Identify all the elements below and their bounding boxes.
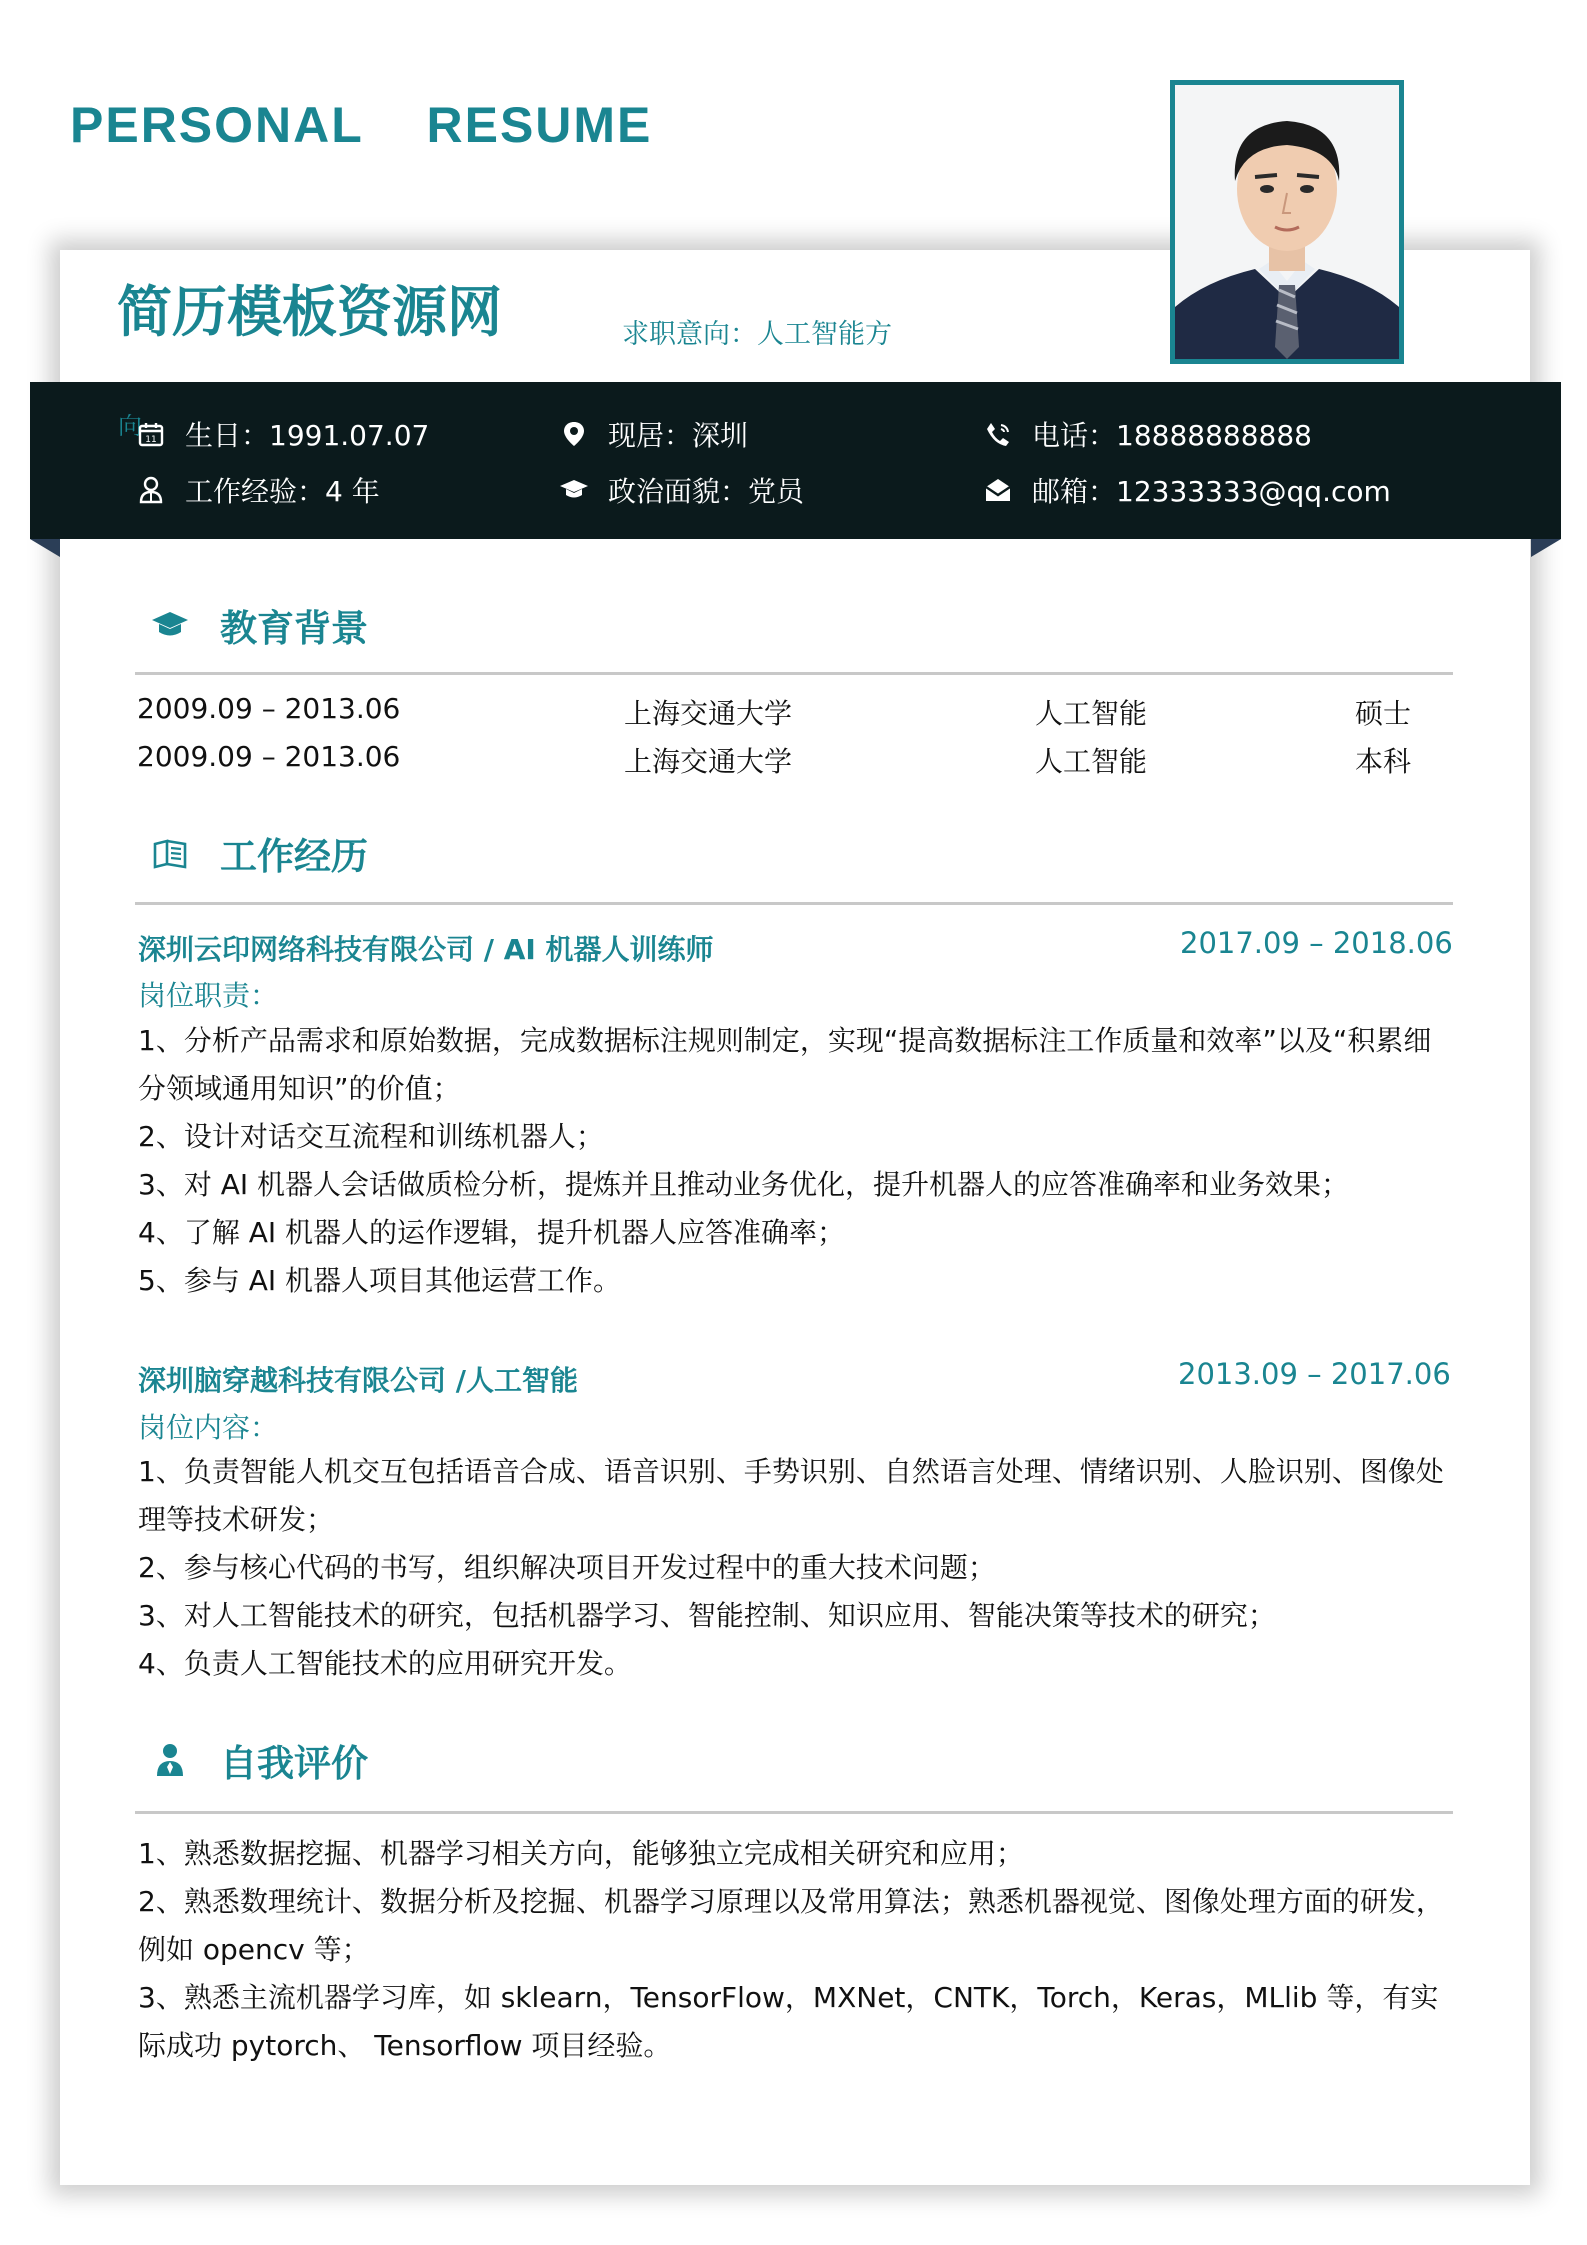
education-title: 教育背景 <box>220 607 368 650</box>
info-bar <box>30 382 1561 539</box>
portrait-illustration <box>1175 85 1399 359</box>
graduation-cap-icon <box>558 474 590 506</box>
banner-right: RESUME <box>426 97 653 153</box>
calendar-icon <box>135 418 167 450</box>
info-birth-text: 生日：1991.07.07 <box>185 419 430 452</box>
self-divider <box>135 1811 1453 1814</box>
education-row <box>0 692 1587 732</box>
person-badge-icon <box>135 474 167 506</box>
job-duties-1 <box>138 1017 1450 1305</box>
duty-line: 3、对 AI 机器人会话做质检分析，提炼并且推动业务优化，提升机器人的应答准确率和业务效果； <box>138 1168 1350 1201</box>
education-degree: 硕士 <box>1355 697 1412 730</box>
job-subtitle-1: 岗位职责： <box>138 979 279 1012</box>
info-phone-text: 电话：18888888888 <box>1032 419 1312 452</box>
duty-line: 2、参与核心代码的书写，组织解决项目开发过程中的重大技术问题； <box>138 1551 996 1584</box>
work-divider <box>135 902 1453 905</box>
duty-line: 1、分析产品需求和原始数据，完成数据标注规则制定，实现“提高数据标注工作质量和效率”以及“积累细分领域通用知识”的价值； <box>138 1024 1432 1105</box>
self-line: 2、熟悉数理统计、数据分析及挖掘、机器学习原理以及常用算法；熟悉机器视觉、图像处理方面的研发，例如 opencv 等； <box>138 1885 1444 1966</box>
resume-banner <box>70 96 652 154</box>
self-heading <box>150 1733 368 1787</box>
job-subtitle-2: 岗位内容： <box>138 1411 279 1444</box>
duty-line: 1、负责智能人机交互包括语音合成、语音识别、手势识别、自然语言处理、情绪识别、人脸识别、图像处理等技术研发； <box>138 1455 1444 1536</box>
education-period: 2009.09 – 2013.06 <box>137 692 401 725</box>
phone-icon <box>982 418 1014 450</box>
location-pin-icon <box>558 418 590 450</box>
job-duties-2 <box>138 1448 1450 1688</box>
book-icon <box>150 833 190 873</box>
duty-line: 4、了解 AI 机器人的运作逻辑，提升机器人应答准确率； <box>138 1216 846 1249</box>
self-evaluation <box>138 1830 1450 2070</box>
job-period-1: 2017.09 – 2018.06 <box>1180 926 1453 960</box>
self-title: 自我评价 <box>220 1742 368 1785</box>
info-political-text: 政治面貌：党员 <box>608 475 805 508</box>
graduation-cap-icon <box>150 605 190 645</box>
info-experience-text: 工作经验：4 年 <box>185 475 380 508</box>
education-row <box>0 740 1587 780</box>
job-period-2: 2013.09 – 2017.06 <box>1178 1357 1451 1391</box>
duty-line: 3、对人工智能技术的研究，包括机器学习、智能控制、知识应用、智能决策等技术的研究； <box>138 1599 1276 1632</box>
intent-overflow-text: 向 <box>118 412 142 440</box>
duty-line: 2、设计对话交互流程和训练机器人； <box>138 1120 604 1153</box>
info-experience <box>135 470 380 510</box>
duty-line: 5、参与 AI 机器人项目其他运营工作。 <box>138 1264 622 1297</box>
work-title: 工作经历 <box>220 835 368 878</box>
info-bar-fold-right <box>1531 539 1561 557</box>
info-email-text: 邮箱：12333333@qq.com <box>1032 475 1391 508</box>
education-major: 人工智能 <box>1035 697 1148 730</box>
person-icon <box>150 1740 190 1780</box>
education-period: 2009.09 – 2013.06 <box>137 740 401 773</box>
banner-left: PERSONAL <box>70 97 363 153</box>
education-degree: 本科 <box>1355 745 1412 778</box>
self-line: 1、熟悉数据挖掘、机器学习相关方向，能够独立完成相关研究和应用； <box>138 1837 1024 1870</box>
profile-photo <box>1170 80 1404 364</box>
candidate-name: 简历模板资源网 <box>117 280 503 344</box>
info-phone <box>982 414 1312 454</box>
info-email <box>982 470 1391 510</box>
info-location-text: 现居：深圳 <box>608 419 749 452</box>
education-school: 上海交通大学 <box>624 697 793 730</box>
info-political <box>558 470 804 510</box>
job-company-1: 深圳云印网络科技有限公司 / AI 机器人训练师 <box>138 933 714 966</box>
job-company-2: 深圳脑穿越科技有限公司 /人工智能 <box>138 1364 578 1397</box>
svg-text:11: 11 <box>145 435 157 445</box>
education-school: 上海交通大学 <box>624 745 793 778</box>
education-heading <box>150 598 368 652</box>
duty-line: 4、负责人工智能技术的应用研究开发。 <box>138 1647 632 1680</box>
info-birth <box>135 414 429 454</box>
mail-icon <box>982 474 1014 506</box>
info-bar-fold-left <box>30 539 60 557</box>
self-line: 3、熟悉主流机器学习库，如 sklearn，TensorFlow，MXNet，CNTK，Torch，Keras，MLlib 等，有实际成功 pytorch、 Tensorflow 项目经验。 <box>138 1981 1439 2062</box>
work-heading <box>150 826 368 880</box>
education-divider <box>135 672 1453 675</box>
info-location <box>558 414 748 454</box>
job-intent: 求职意向：人工智能方 <box>622 319 892 350</box>
education-major: 人工智能 <box>1035 745 1148 778</box>
